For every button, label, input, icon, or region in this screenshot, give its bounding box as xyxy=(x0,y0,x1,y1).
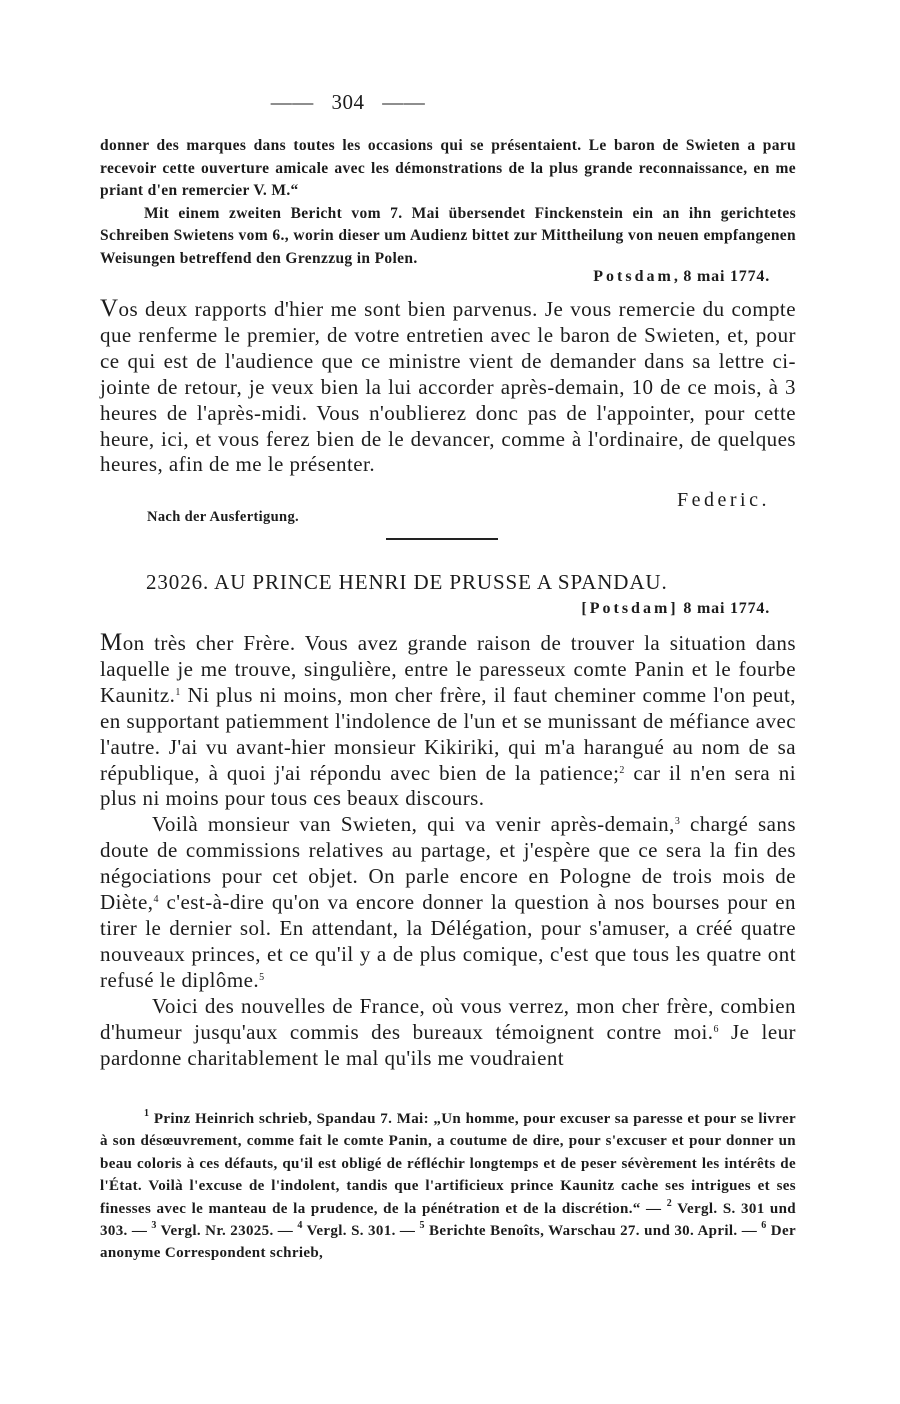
letter1-dateline xyxy=(100,268,770,286)
letter1-text: os deux rapports d'hier me sont bien parvenus. Je vous remercie du compte que renferme le premier, de votre entretien avec le baron de Swieten, et, pour ce qui est de l'audience que ce ministre vient de demander dans sa lettre ci-jointe de retour, je veux bien la lui accorder après-demain, 10 de ce mois, à 3 heures de l'après-midi. Vous n'oublierez donc pas de l'appointer, pour cette heure, ici, et vous ferez bien de le devancer, comme à l'ordinaire, de quelques heures, afin de me le présenter. xyxy=(100,297,796,477)
letter1-dropcap: V xyxy=(100,295,119,322)
intro-block xyxy=(100,135,796,270)
footnote-ref-4[interactable]: 4 xyxy=(153,894,159,906)
letter2-place: [Potsdam] xyxy=(581,600,679,617)
footnote-mark-1: 1 xyxy=(144,1108,150,1119)
intro-quote-paragraph: donner des marques dans toutes les occasions qui se présentaient. Le baron de Swieten a paru recevoir cette ouverture amicale avec les démonstrations de la plus grande reconnaissance, en me priant d'en remercier V. M.“ xyxy=(100,137,796,199)
footnote-4-text: Vergl. S. 301. — xyxy=(302,1223,420,1240)
footnote-mark-4: 4 xyxy=(297,1220,303,1232)
letter1-signature: Federic. xyxy=(677,489,770,511)
letter1-source: Nach der Ausfertigung. xyxy=(147,509,300,525)
footnotes xyxy=(100,1108,796,1265)
footnote-ref-2[interactable]: 2 xyxy=(619,764,625,776)
section-divider xyxy=(386,538,498,540)
letter2-paragraph-1 xyxy=(100,630,796,812)
page-number: 304 xyxy=(331,90,365,114)
letter2-dropcap: M xyxy=(100,629,123,656)
letter2-p2-text-b: chargé sans doute de commissions relatives au partage, et j'espère que ce sera la fin des négociations pour cet objet. On parle encore en Pologne de trois mois de Diète, xyxy=(100,812,796,915)
letter1-paragraph xyxy=(100,296,796,478)
header-dash-left: —— xyxy=(270,90,314,114)
letter2-p2-text-a: Voilà monsieur van Swieten, qui va venir après-demain, xyxy=(152,812,675,837)
letter1-comma: , xyxy=(673,268,684,285)
letter2-heading xyxy=(100,570,842,595)
letter2-number: 23026. xyxy=(146,570,210,594)
footnote-ref-3[interactable]: 3 xyxy=(674,816,681,828)
letter2-title: AU PRINCE HENRI DE PRUSSE A SPANDAU. xyxy=(214,570,668,594)
footnote-mark-3: 3 xyxy=(151,1220,157,1232)
footnote-6-text: Der anonyme Correspondent schrieb, xyxy=(100,1223,796,1262)
footnote-mark-2: 2 xyxy=(666,1197,673,1209)
footnotes-paragraph xyxy=(100,1108,796,1265)
header-dash-right: —— xyxy=(382,90,426,114)
footnote-3-text: Vergl. Nr. 23025. — xyxy=(156,1223,298,1240)
footnote-ref-5[interactable]: 5 xyxy=(259,971,265,983)
footnote-5-text: Berichte Benoîts, Warschau 27. und 30. April. — xyxy=(424,1223,762,1240)
letter2-dateline xyxy=(100,600,770,618)
letter2-p1-text-c: car il n'en sera ni plus ni moins pour tous ces beaux discours. xyxy=(100,760,797,811)
intro-quote-text xyxy=(100,135,796,270)
intro-editorial-note: Mit einem zweiten Bericht vom 7. Mai übersendet Finckenstein ein an ihn gerichtetes Schreiben Swietens vom 6., worin dieser um Audienz bittet zur Mittheilung von neuen empfangenen Weisungen betreffend den Grenzzug in Polen. xyxy=(100,204,796,267)
letter2-paragraph-2 xyxy=(100,812,796,993)
footnote-mark-5: 5 xyxy=(419,1220,425,1232)
footnote-2-text: Vergl. S. 301 und 303. — xyxy=(100,1200,796,1240)
letter2-p1-text-b: Ni plus ni moins, mon cher frère, il faut cheminer comme l'on peut, en supportant patiemment l'indolence de l'un et se munissant de méfiance avec l'autre. J'ai vu avant-hier monsieur Kikiriki, qui m'a harangué au nom de sa république, à quoi j'ai répondu avec bien de la patience; xyxy=(100,682,796,785)
letter2-p3-text-a: Voici des nouvelles de France, où vous verrez, mon cher frère, combien d'humeur jusqu'aux commis des bureaux témoignent contre moi. xyxy=(100,993,796,1044)
page-header xyxy=(0,90,696,115)
letter2-body xyxy=(100,630,796,1071)
letter2-p2-text-c: c'est-à-dire qu'on va encore donner la question à nos bourses pour en tirer le dernier sol. En attendant, la Délégation, pour s'amuser, a créé quatre nouveaux princes, et ce qu'il y a de plus comique, c'est que tous les quatre ont refusé le diplôme. xyxy=(100,890,796,992)
footnote-ref-1[interactable]: 1 xyxy=(175,686,181,698)
letter2-p3-text-b: Je leur pardonne charitablement le mal qu'ils me voudraient xyxy=(100,1019,796,1070)
letter1-place: Potsdam xyxy=(593,268,674,285)
footnote-1-text: Prinz Heinrich schrieb, Spandau 7. Mai: „Un homme, pour excuser sa paresse et pour se livrer à son désœuvrement, comme fait le comte Panin, a coutume de dire, pour s'excuser et pour donner un beau coloris à ces défauts, qu'il est obligé de réfléchir longtemps et de peser sévèrement les intérêts de l'État. Voilà l'excuse de l'indolent, tandis que l'artificieux prince Kaunitz cache ses intrigues et ses finesses avec le manteau de la prudence, de la pénétration et de la discrétion.“ — xyxy=(100,1111,796,1217)
letter1-date: 8 mai 1774. xyxy=(683,268,770,285)
letter2-p1-text-a: on très cher Frère. Vous avez grande raison de trouver la situation dans laquelle je me trouve, singulière, entre le paresseux comte Panin et le fourbe Kaunitz. xyxy=(100,631,796,707)
letter1-body xyxy=(100,296,796,478)
letter2-date: 8 mai 1774. xyxy=(683,600,770,617)
footnote-mark-6: 6 xyxy=(761,1220,767,1232)
footnote-ref-6[interactable]: 6 xyxy=(713,1023,719,1035)
letter2-paragraph-3 xyxy=(100,994,796,1072)
